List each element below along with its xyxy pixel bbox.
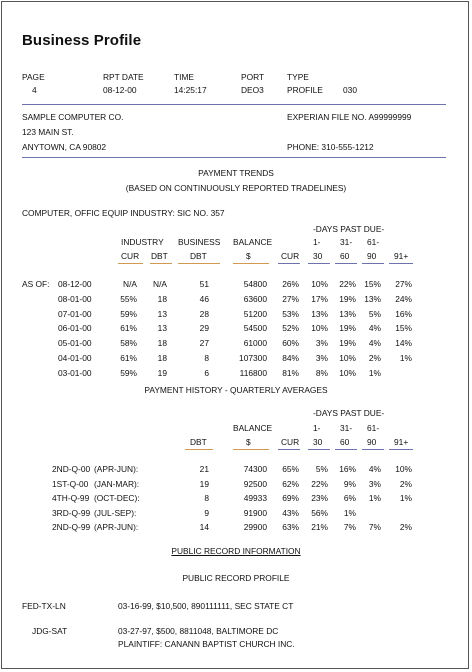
column-underline: [308, 263, 330, 264]
record-detail-plaintiff: PLAINTIFF: CANANN BAPTIST CHURCH INC.: [118, 639, 295, 649]
table-cell: 91900: [243, 507, 267, 518]
table-cell: 74300: [243, 464, 267, 474]
table-cell: 2%: [399, 522, 412, 533]
table-cell: 07-01-00: [58, 308, 92, 319]
column-underline: [389, 449, 413, 450]
table-cell: 107300: [239, 353, 267, 363]
col-31-header: 31-: [340, 237, 353, 247]
table-cell: 61000: [243, 338, 267, 349]
trends-column-header: 90: [367, 251, 377, 261]
table-cell: 16%: [339, 464, 356, 474]
table-cell: (APR-JUN):: [94, 522, 139, 533]
column-underline: [278, 449, 300, 450]
column-underline: [233, 449, 269, 450]
page-title: Business Profile: [22, 32, 142, 49]
table-cell: 59%: [120, 367, 137, 378]
column-underline: [118, 263, 143, 264]
table-cell: 52%: [282, 323, 299, 334]
trends-column-header: $: [246, 251, 251, 261]
history-column-header: DBT: [190, 437, 207, 447]
table-cell: 10%: [339, 353, 356, 363]
history-column-header: 90: [367, 437, 377, 447]
table-cell: 43%: [282, 507, 299, 518]
column-underline: [335, 449, 357, 450]
history-column-header: 91+: [394, 437, 409, 447]
table-cell: 1%: [368, 493, 381, 504]
industry-line: COMPUTER, OFFIC EQUIP INDUSTRY: SIC NO. 357: [22, 208, 225, 218]
divider: [22, 157, 446, 158]
table-cell: 18: [157, 338, 167, 349]
table-cell: 4%: [368, 464, 381, 474]
balance-header: BALANCE: [233, 237, 273, 247]
table-cell: 13: [157, 308, 167, 319]
table-cell: 18: [157, 293, 167, 304]
table-cell: (OCT-DEC):: [94, 493, 140, 504]
column-underline: [335, 263, 357, 264]
table-cell: (JAN-MAR):: [94, 478, 140, 489]
trends-column-header: 30: [313, 251, 323, 261]
label-time: TIME: [174, 72, 195, 82]
table-cell: 1%: [399, 493, 412, 504]
table-cell: 6: [204, 367, 209, 378]
table-cell: 22%: [339, 279, 356, 289]
column-underline: [308, 449, 330, 450]
table-cell: 2%: [368, 353, 381, 363]
table-cell: 59%: [120, 308, 137, 319]
table-cell: 8%: [315, 367, 328, 378]
table-cell: (APR-JUN):: [94, 464, 139, 474]
table-cell: 54800: [243, 279, 267, 289]
trends-column-header: DBT: [190, 251, 207, 261]
table-cell: 8: [204, 493, 209, 504]
table-cell: N/A: [153, 279, 167, 289]
table-cell: 1ST-Q-00: [52, 478, 89, 489]
table-cell: 84%: [282, 353, 299, 363]
as-of-label: AS OF:: [22, 279, 50, 289]
history-days-past-due-label: -DAYS PAST DUE-: [313, 408, 385, 418]
label-page: PAGE: [22, 72, 45, 82]
table-cell: 2ND-Q-00: [52, 464, 91, 474]
record-detail: 03-16-99, $10,500, 890111111, SEC STATE CT: [118, 601, 294, 611]
table-cell: 53%: [282, 308, 299, 319]
table-cell: 9: [204, 507, 209, 518]
table-cell: 21%: [311, 522, 328, 533]
col-61-header: 61-: [367, 237, 380, 247]
table-cell: 19%: [339, 323, 356, 334]
column-underline: [278, 263, 300, 264]
history-column-header: CUR: [281, 437, 300, 447]
table-cell: 69%: [282, 493, 299, 504]
record-detail: 03-27-97, $500, 8811048, BALTIMORE DC: [118, 626, 279, 636]
table-cell: 65%: [282, 464, 299, 474]
record-code: FED-TX-LN: [22, 601, 66, 611]
payment-history-title: PAYMENT HISTORY - QUARTERLY AVERAGES: [144, 385, 328, 395]
table-cell: 15%: [395, 323, 412, 334]
table-cell: 10%: [339, 367, 356, 378]
table-cell: 22%: [311, 478, 328, 489]
table-cell: 19%: [339, 293, 356, 304]
table-cell: 04-01-00: [58, 353, 92, 363]
trends-column-header: 91+: [394, 251, 409, 261]
table-cell: 55%: [120, 293, 137, 304]
table-cell: 7%: [343, 522, 356, 533]
table-cell: 3%: [368, 478, 381, 489]
table-cell: 13: [157, 323, 167, 334]
history-col-61-header: 61-: [367, 423, 380, 433]
trends-column-header: CUR: [281, 251, 300, 261]
industry-header: INDUSTRY: [121, 237, 164, 247]
table-cell: 54500: [243, 323, 267, 334]
trends-column-header: DBT: [151, 251, 168, 261]
table-cell: 5%: [368, 308, 381, 319]
divider: [22, 104, 446, 105]
company-city: ANYTOWN, CA 90802: [22, 142, 107, 152]
public-record-title: PUBLIC RECORD INFORMATION: [171, 546, 301, 556]
table-cell: 6%: [343, 493, 356, 504]
table-cell: 13%: [364, 293, 381, 304]
table-cell: 2ND-Q-99: [52, 522, 91, 533]
value-type: PROFILE: [287, 85, 323, 95]
payment-trends-title: PAYMENT TRENDS: [198, 168, 274, 178]
table-cell: 63%: [282, 522, 299, 533]
trends-column-header: CUR: [121, 251, 140, 261]
table-cell: 19: [199, 478, 209, 489]
table-cell: 56%: [311, 507, 328, 518]
table-cell: 19%: [339, 338, 356, 349]
experian-file-no: EXPERIAN FILE NO. A99999999: [287, 112, 412, 122]
value-port: DEO3: [241, 85, 264, 95]
table-cell: 08-12-00: [58, 279, 92, 289]
table-cell: 13%: [339, 308, 356, 319]
col-1-header: 1-: [313, 237, 321, 247]
table-cell: 4%: [368, 338, 381, 349]
phone: PHONE: 310-555-1212: [287, 142, 374, 152]
label-type: TYPE: [287, 72, 309, 82]
table-cell: 2%: [399, 478, 412, 489]
table-cell: 58%: [120, 338, 137, 349]
table-cell: 28: [199, 308, 209, 319]
table-cell: 1%: [399, 353, 412, 363]
column-underline: [233, 263, 269, 264]
table-cell: 10%: [311, 279, 328, 289]
company-name: SAMPLE COMPUTER CO.: [22, 112, 124, 122]
table-cell: 92500: [243, 478, 267, 489]
table-cell: 14: [199, 522, 209, 533]
table-cell: 3%: [315, 338, 328, 349]
table-cell: 24%: [395, 293, 412, 304]
table-cell: 17%: [311, 293, 328, 304]
value-time: 14:25:17: [174, 85, 207, 95]
column-underline: [185, 449, 213, 450]
table-cell: 51: [199, 279, 209, 289]
table-cell: 05-01-00: [58, 338, 92, 349]
table-cell: 46: [199, 293, 209, 304]
table-cell: 8: [204, 353, 209, 363]
table-cell: 61%: [120, 353, 137, 363]
page-frame: [1, 1, 469, 669]
table-cell: 15%: [364, 279, 381, 289]
table-cell: 62%: [282, 478, 299, 489]
history-col-1-header: 1-: [313, 423, 321, 433]
table-cell: 27%: [282, 293, 299, 304]
company-street: 123 MAIN ST.: [22, 127, 74, 137]
trends-column-header: 60: [340, 251, 350, 261]
column-underline: [389, 263, 413, 264]
table-cell: 81%: [282, 367, 299, 378]
table-cell: 61%: [120, 323, 137, 334]
table-cell: 29: [199, 323, 209, 334]
value-type-code: 030: [343, 85, 357, 95]
value-page: 4: [32, 85, 37, 95]
history-column-header: $: [246, 437, 251, 447]
label-port: PORT: [241, 72, 265, 82]
table-cell: 13%: [311, 308, 328, 319]
record-code: JDG-SAT: [32, 626, 68, 636]
table-cell: 10%: [311, 323, 328, 334]
table-cell: 03-01-00: [58, 367, 92, 378]
table-cell: 3%: [315, 353, 328, 363]
label-rpt-date: RPT DATE: [103, 72, 144, 82]
table-cell: 4TH-Q-99: [52, 493, 90, 504]
table-cell: 1%: [343, 507, 356, 518]
column-underline: [362, 263, 384, 264]
column-underline: [362, 449, 384, 450]
table-cell: 9%: [343, 478, 356, 489]
history-column-header: 30: [313, 437, 323, 447]
table-cell: 18: [157, 353, 167, 363]
table-cell: 21: [199, 464, 209, 474]
table-cell: 19: [157, 367, 167, 378]
history-col-31-header: 31-: [340, 423, 353, 433]
business-header: BUSINESS: [178, 237, 221, 247]
table-cell: 60%: [282, 338, 299, 349]
table-cell: 1%: [368, 367, 381, 378]
table-cell: 27: [199, 338, 209, 349]
payment-trends-subtitle: (BASED ON CONTINUOUSLY REPORTED TRADELINES): [125, 183, 347, 193]
table-cell: N/A: [123, 279, 137, 289]
column-underline: [178, 263, 220, 264]
table-cell: 3RD-Q-99: [52, 507, 91, 518]
table-cell: 51200: [243, 308, 267, 319]
table-cell: 27%: [395, 279, 412, 289]
public-record-subtitle: PUBLIC RECORD PROFILE: [182, 573, 290, 583]
value-rpt-date: 08-12-00: [103, 85, 137, 95]
column-underline: [150, 263, 172, 264]
table-cell: 49933: [243, 493, 267, 504]
table-cell: 116800: [239, 367, 267, 378]
table-cell: 7%: [368, 522, 381, 533]
table-cell: 4%: [368, 323, 381, 334]
table-cell: 10%: [395, 464, 412, 474]
table-cell: 26%: [282, 279, 299, 289]
table-cell: (JUL-SEP):: [94, 507, 137, 518]
table-cell: 23%: [311, 493, 328, 504]
table-cell: 08-01-00: [58, 293, 92, 304]
table-cell: 16%: [395, 308, 412, 319]
table-cell: 14%: [395, 338, 412, 349]
days-past-due-label: -DAYS PAST DUE-: [313, 224, 385, 234]
table-cell: 63600: [243, 293, 267, 304]
history-column-header: 60: [340, 437, 350, 447]
table-cell: 5%: [315, 464, 328, 474]
table-cell: 06-01-00: [58, 323, 92, 334]
table-cell: 29900: [243, 522, 267, 533]
history-balance-header: BALANCE: [233, 423, 273, 433]
